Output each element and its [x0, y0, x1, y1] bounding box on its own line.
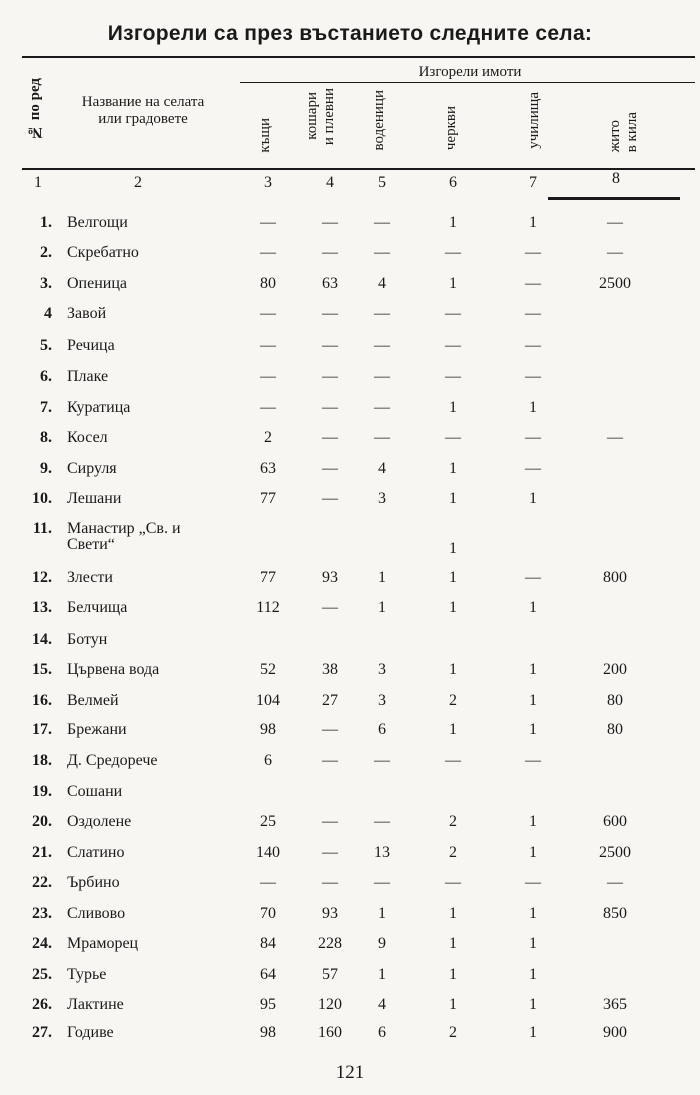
- cell-c5: —: [374, 368, 390, 385]
- cell-c5: 4: [378, 996, 386, 1013]
- cell-c3: 64: [260, 966, 276, 983]
- row-number: 21.: [32, 844, 52, 861]
- cell-c4: —: [322, 813, 338, 830]
- cell-c4: —: [322, 490, 338, 507]
- cell-c6: —: [445, 244, 461, 261]
- cell-c7: 1: [529, 935, 537, 952]
- cell-c3: 2: [264, 429, 272, 446]
- row-name: Ботун: [67, 631, 108, 648]
- colnum-8: 8: [612, 170, 620, 187]
- row-number: 7.: [40, 399, 52, 416]
- cell-c8: —: [607, 214, 623, 231]
- cell-c7: —: [525, 429, 541, 446]
- cell-c4: —: [322, 368, 338, 385]
- row-number: 22.: [32, 874, 52, 891]
- header-c4a: кошари: [304, 92, 320, 140]
- colnum-7: 7: [529, 174, 537, 191]
- table-row: [0, 966, 700, 994]
- cell-c3: 77: [260, 490, 276, 507]
- cell-c4: —: [322, 244, 338, 261]
- cell-c7: 1: [529, 599, 537, 616]
- cell-c5: —: [374, 813, 390, 830]
- table-row: [0, 599, 700, 627]
- cell-c6: —: [445, 305, 461, 322]
- header-c4b: и плевни: [321, 88, 337, 146]
- table-row: [0, 244, 700, 272]
- row-number: 4: [44, 305, 52, 322]
- row-number: 25.: [32, 966, 52, 983]
- row-name: Речица: [67, 337, 115, 354]
- cell-c7: —: [525, 752, 541, 769]
- cell-c4: 93: [322, 905, 338, 922]
- cell-c5: —: [374, 214, 390, 231]
- cell-c8: 2500: [599, 844, 631, 861]
- cell-c7: —: [525, 337, 541, 354]
- cell-c5: 6: [378, 1024, 386, 1041]
- cell-c6: 1: [449, 599, 457, 616]
- cell-c6: 1: [449, 935, 457, 952]
- cell-c3: 25: [260, 813, 276, 830]
- colnum-3: 3: [264, 174, 272, 191]
- cell-c5: —: [374, 399, 390, 416]
- table-row: [0, 935, 700, 963]
- row-number: 27.: [32, 1024, 52, 1041]
- cell-c7: 1: [529, 661, 537, 678]
- cell-c6: 2: [449, 844, 457, 861]
- cell-c3: 84: [260, 935, 276, 952]
- cell-c3: 98: [260, 1024, 276, 1041]
- cell-c3: —: [260, 214, 276, 231]
- cell-c5: 1: [378, 966, 386, 983]
- row-name: Ърбино: [67, 874, 120, 891]
- cell-c8: 2500: [599, 275, 631, 292]
- cell-c3: —: [260, 305, 276, 322]
- cell-c6: —: [445, 368, 461, 385]
- cell-c6: 2: [449, 692, 457, 709]
- cell-c3: 80: [260, 275, 276, 292]
- colnum-6: 6: [449, 174, 457, 191]
- header-group: Изгорели имоти: [418, 64, 522, 80]
- cell-c5: 6: [378, 721, 386, 738]
- cell-c4: —: [322, 874, 338, 891]
- cell-c7: —: [525, 569, 541, 586]
- cell-c4: —: [322, 305, 338, 322]
- cell-c5: 3: [378, 490, 386, 507]
- row-number: 14.: [32, 631, 52, 648]
- table-row: [0, 214, 700, 242]
- cell-c7: 1: [529, 1024, 537, 1041]
- cell-c7: 1: [529, 692, 537, 709]
- cell-c7: 1: [529, 490, 537, 507]
- row-number: 5.: [40, 337, 52, 354]
- cell-c6: 1: [449, 490, 457, 507]
- cell-c4: —: [322, 337, 338, 354]
- row-number: 20.: [32, 813, 52, 830]
- cell-c6: 1: [449, 661, 457, 678]
- row-name: Опеница: [67, 275, 128, 292]
- table-row: [0, 569, 700, 597]
- header-c6: черкви: [443, 106, 459, 151]
- cell-c7: 1: [529, 399, 537, 416]
- row-name: Цървена вода: [67, 661, 160, 678]
- table-row: [0, 631, 700, 659]
- cell-c4: 57: [322, 966, 338, 983]
- row-name: Сошани: [67, 783, 123, 800]
- cell-c5: —: [374, 244, 390, 261]
- table-row: [0, 813, 700, 841]
- cell-c4: —: [322, 460, 338, 477]
- cell-c7: 1: [529, 996, 537, 1013]
- cell-c7: 1: [529, 905, 537, 922]
- cell-c3: —: [260, 368, 276, 385]
- cell-c7: —: [525, 244, 541, 261]
- row-number: 19.: [32, 783, 52, 800]
- cell-c4: 38: [322, 661, 338, 678]
- cell-c7: 1: [529, 844, 537, 861]
- page-title: Изгорели са през въстанието следните села:: [107, 22, 593, 45]
- row-name: Брежани: [67, 721, 127, 738]
- table-row: [0, 874, 700, 902]
- cell-c5: 1: [378, 905, 386, 922]
- cell-c3: —: [260, 874, 276, 891]
- cell-c4: —: [322, 399, 338, 416]
- cell-c4: 120: [318, 996, 342, 1013]
- cell-c7: —: [525, 305, 541, 322]
- cell-c6: 1: [449, 275, 457, 292]
- cell-c7: 1: [529, 721, 537, 738]
- cell-c8: 80: [607, 721, 623, 738]
- cell-c6: 2: [449, 1024, 457, 1041]
- group-rule: [240, 82, 695, 83]
- cell-c3: 95: [260, 996, 276, 1013]
- cell-c7: 1: [529, 966, 537, 983]
- cell-c7: —: [525, 275, 541, 292]
- row-name: Манастир „Св. и: [67, 520, 181, 537]
- row-name: Белчища: [67, 599, 128, 616]
- row-number: 16.: [32, 692, 52, 709]
- cell-c7: —: [525, 460, 541, 477]
- cell-c8: 800: [603, 569, 627, 586]
- page-number: 121: [335, 1062, 365, 1083]
- row-name: Скребатно: [67, 244, 139, 261]
- cell-c5: —: [374, 337, 390, 354]
- cell-c5: 3: [378, 692, 386, 709]
- header-c8a: жито: [607, 120, 623, 153]
- cell-c5: 3: [378, 661, 386, 678]
- cell-c8: 80: [607, 692, 623, 709]
- cell-c3: 70: [260, 905, 276, 922]
- table-row: [0, 844, 700, 872]
- header-col-name: [58, 94, 228, 128]
- cell-c8: 850: [603, 905, 627, 922]
- table-row: [0, 399, 700, 427]
- cell-c5: 1: [378, 599, 386, 616]
- table-row: [0, 783, 700, 811]
- cell-c6: 1: [449, 966, 457, 983]
- row-name: Лешани: [67, 490, 122, 507]
- row-number: 3.: [40, 275, 52, 292]
- header-col-name-line2: или градовете: [98, 111, 188, 127]
- cell-c3: —: [260, 244, 276, 261]
- table-row: [0, 337, 700, 365]
- cell-c4: 93: [322, 569, 338, 586]
- cell-c3: —: [260, 399, 276, 416]
- cell-c7: —: [525, 368, 541, 385]
- colnum-4: 4: [326, 174, 334, 191]
- cell-c6: 1: [449, 996, 457, 1013]
- cell-c4: 228: [318, 935, 342, 952]
- header-bottom-rule: [22, 168, 695, 170]
- row-name: Д. Средоречe: [67, 752, 158, 769]
- cell-c6: 1: [449, 905, 457, 922]
- cell-c5: 13: [374, 844, 390, 861]
- cell-c6: —: [445, 337, 461, 354]
- cell-c3: 104: [256, 692, 280, 709]
- row-name: Куратица: [67, 399, 131, 416]
- cell-c4: —: [322, 721, 338, 738]
- cell-c5: 4: [378, 275, 386, 292]
- cell-c4: —: [322, 429, 338, 446]
- cell-c6: —: [445, 429, 461, 446]
- row-number: 8.: [40, 429, 52, 446]
- cell-c5: 1: [378, 569, 386, 586]
- row-number: 12.: [32, 569, 52, 586]
- cell-c7: 1: [529, 214, 537, 231]
- row-name-line2: Свети“: [67, 536, 115, 553]
- cell-c5: —: [374, 429, 390, 446]
- colnum-2: 2: [134, 174, 142, 191]
- cell-c8: 600: [603, 813, 627, 830]
- cell-c6: 1: [449, 460, 457, 477]
- table-row: [0, 721, 700, 749]
- cell-c8: 200: [603, 661, 627, 678]
- cell-c3: 6: [264, 752, 272, 769]
- cell-c8: —: [607, 244, 623, 261]
- table-row: [0, 661, 700, 689]
- table-row: [0, 752, 700, 780]
- cell-c3: 140: [256, 844, 280, 861]
- cell-c4: 63: [322, 275, 338, 292]
- colnum-1: 1: [34, 174, 42, 191]
- cell-c4: —: [322, 599, 338, 616]
- row-name: Сливово: [67, 905, 126, 922]
- cell-c5: 9: [378, 935, 386, 952]
- table-row: [0, 1024, 700, 1052]
- row-number: 15.: [32, 661, 52, 678]
- row-number: 23.: [32, 905, 52, 922]
- row-name: Лактине: [67, 996, 124, 1013]
- row-number: 6.: [40, 368, 52, 385]
- cell-c6: 2: [449, 813, 457, 830]
- row-name: Годиве: [67, 1024, 114, 1041]
- table-row: [0, 996, 700, 1024]
- cell-c8: 365: [603, 996, 627, 1013]
- header-c5: воденици: [371, 90, 387, 151]
- row-name: Плаке: [67, 368, 109, 385]
- table-row: [0, 429, 700, 457]
- row-name: Мраморец: [67, 935, 139, 952]
- row-number: 17.: [32, 721, 52, 738]
- row-number: 18.: [32, 752, 52, 769]
- row-name: Велгощи: [67, 214, 128, 231]
- cell-c8: —: [607, 874, 623, 891]
- row-name: Завой: [67, 305, 107, 322]
- cell-c4: —: [322, 752, 338, 769]
- cell-c6: —: [445, 752, 461, 769]
- cell-c4: 27: [322, 692, 338, 709]
- header-col-name-line1: Название на селата: [81, 94, 205, 110]
- cell-c4: —: [322, 844, 338, 861]
- row-number: 9.: [40, 460, 52, 477]
- cell-c7: —: [525, 874, 541, 891]
- cell-c6: 1: [449, 214, 457, 231]
- cell-c7: 1: [529, 813, 537, 830]
- row-name: Слатино: [67, 844, 125, 861]
- cell-c6: 1: [449, 540, 457, 557]
- row-name: Сируля: [67, 460, 117, 477]
- cell-c6: —: [445, 874, 461, 891]
- cell-c5: —: [374, 305, 390, 322]
- cell-c3: 98: [260, 721, 276, 738]
- header-c7: училища: [526, 92, 542, 149]
- row-number: 13.: [32, 599, 52, 616]
- header-c8b: в кила: [624, 112, 640, 153]
- cell-c3: 77: [260, 569, 276, 586]
- table-row: [0, 460, 700, 488]
- colnum-5: 5: [378, 174, 386, 191]
- table-row: [0, 275, 700, 303]
- cell-c6: 1: [449, 569, 457, 586]
- row-number: 11.: [32, 520, 52, 537]
- table-row: [0, 490, 700, 518]
- cell-c4: 160: [318, 1024, 342, 1041]
- row-name: Велмей: [67, 692, 119, 709]
- colnum-underline: [548, 197, 680, 200]
- cell-c8: 900: [603, 1024, 627, 1041]
- row-name: Косел: [67, 429, 108, 446]
- header-c3: къщи: [257, 118, 273, 153]
- header-col-no: № по ред: [27, 78, 43, 141]
- cell-c6: 1: [449, 399, 457, 416]
- cell-c8: —: [607, 429, 623, 446]
- cell-c3: —: [260, 337, 276, 354]
- row-number: 26.: [32, 996, 52, 1013]
- row-number: 1.: [40, 214, 52, 231]
- row-number: 24.: [32, 935, 52, 952]
- cell-c4: —: [322, 214, 338, 231]
- table-row: [0, 905, 700, 933]
- table-row: [0, 520, 700, 557]
- row-number: 10.: [32, 490, 52, 507]
- table-row: [0, 305, 700, 333]
- row-name: Оздолене: [67, 813, 132, 830]
- cell-c5: 4: [378, 460, 386, 477]
- row-name: Турье: [67, 966, 107, 983]
- cell-c5: —: [374, 752, 390, 769]
- cell-c6: 1: [449, 721, 457, 738]
- cell-c3: 63: [260, 460, 276, 477]
- cell-c3: 52: [260, 661, 276, 678]
- header-top-rule: [22, 56, 695, 58]
- row-name: Злести: [67, 569, 113, 586]
- cell-c5: —: [374, 874, 390, 891]
- cell-c3: 112: [256, 599, 280, 616]
- row-number: 2.: [40, 244, 52, 261]
- table-row: [0, 368, 700, 396]
- table-row: [0, 692, 700, 720]
